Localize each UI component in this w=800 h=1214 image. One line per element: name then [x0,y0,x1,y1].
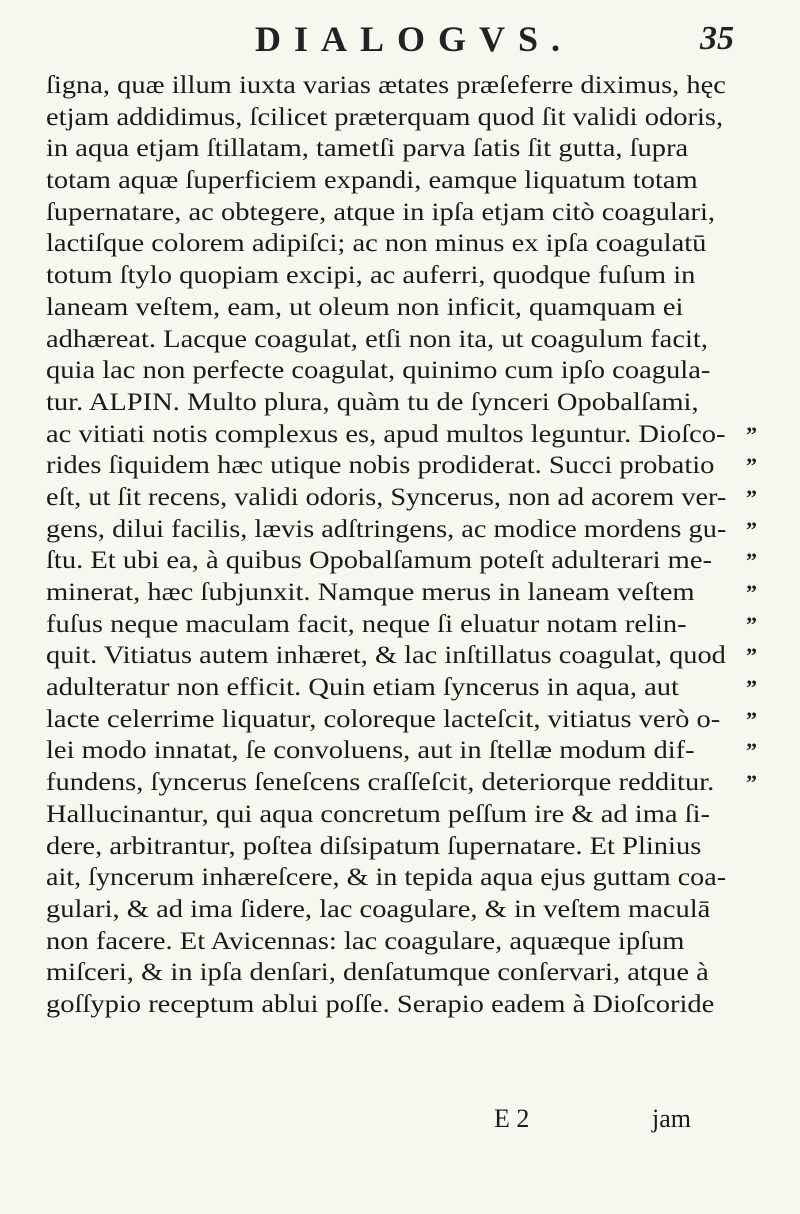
line-text: totum ſtylo quopiam excipi, ac auferri, quodque fuſum in [46,262,696,290]
line-text: dere, arbitrantur, poſtea diſsipatum ſupernatare. Et Plinius [46,832,702,860]
quotation-mark: ” [746,453,757,479]
line-text: fuſus neque maculam facit, neque ſi eluatur notam relin- [46,610,687,638]
text-line [46,767,786,799]
quotation-mark: ” [746,770,757,796]
line-text: lacte celerrime liquatur, coloreque lacteſcit, vitiatus verò o- [46,705,721,733]
text-line [46,133,786,165]
line-text: miſceri, & in ipſa denſari, denſatumque conſervari, atque à [46,959,709,987]
line-text: ſupernatare, ac obtegere, atque in ipſa etjam citò coagulari, [46,198,716,226]
text-line [46,545,786,577]
text-line [46,70,786,102]
running-title: DIALOGVS. [255,19,574,59]
text-line [46,292,786,324]
line-text: non facere. Et Avicennas: lac coagulare, aquæque ipſum [46,927,685,955]
text-line [46,514,786,546]
quotation-mark: ” [746,421,757,447]
text-line [46,387,786,419]
text-line [46,419,786,451]
text-line [46,197,786,229]
line-text: lei modo innatat, ſe convoluens, aut in ſtellæ modum dif- [46,737,695,765]
line-text: quia lac non perfecte coagulat, quinimo cum ipſo coagula- [46,357,711,385]
body-text [46,70,786,1021]
text-line [46,672,786,704]
line-text: ait, ſyncerum inhæreſcere, & in tepida aqua ejus guttam coa- [46,864,727,892]
text-line [46,577,786,609]
text-line [46,640,786,672]
line-text: gulari, & ad ima ſidere, lac coagulare, & in veſtem maculā [46,895,711,923]
quotation-mark: ” [746,548,757,574]
text-line [46,799,786,831]
quotation-mark: ” [746,516,757,542]
line-text: minerat, hæc ſubjunxit. Namque merus in laneam veſtem [46,579,695,606]
line-text: lactiſque colorem adipiſci; ac non minus ex ipſa coagulatū [46,230,707,258]
quotation-mark: ” [746,675,757,701]
text-line [46,228,786,260]
text-line [46,735,786,767]
text-line [46,989,786,1021]
line-text: etjam addidimus, ſcilicet præterquam quod ſit validi odoris, [46,103,724,131]
text-line [46,609,786,641]
text-line [46,260,786,292]
text-line [46,482,786,514]
line-text: totam aquæ ſuperficiem expandi, eamque liquatum totam [46,167,698,195]
line-text: ac vitiati notis complexus es, apud multos leguntur. Dioſco- [46,420,726,448]
quotation-mark: ” [746,611,757,637]
text-line [46,704,786,736]
line-text: quit. Vitiatus autem inhæret, & lac inſtillatus coagulat, quod [46,642,726,670]
text-line [46,450,786,482]
line-text: rides ſiquidem hæc utique nobis prodiderat. Succi probatio [46,452,715,480]
line-text: tur. ALPIN. Multo plura, quàm tu de ſynceri Opobalſami, [46,388,699,416]
text-line [46,324,786,356]
quotation-mark: ” [746,706,757,732]
text-line [46,894,786,926]
line-text: goſſypio receptum ablui poſſe. Serapio eadem à Dioſcoride [46,990,715,1018]
text-line [46,102,786,134]
text-line [46,165,786,197]
line-text: adhæreat. Lacque coagulat, etſi non ita, ut coagulum facit, [46,325,708,353]
text-line [46,926,786,958]
line-text: Hallucinantur, qui aqua concretum peſſum ire & ad ima ſi- [46,800,711,828]
signature-mark: E 2 [494,1104,530,1133]
quotation-mark: ” [746,484,757,510]
line-text: eſt, ut ſit recens, validi odoris, Syncerus, non ad acorem ver- [46,483,727,511]
catchword: jam [652,1104,691,1133]
text-line [46,862,786,894]
text-line [46,831,786,863]
line-text: fundens, ſyncerus ſeneſcens craſſeſcit, deteriorque redditur. [46,769,715,797]
quotation-mark: ” [746,580,757,605]
line-text: gens, dilui facilis, lævis adſtringens, ac modice mordens gu- [46,515,727,543]
text-line [46,957,786,989]
page-number: 35 [700,20,734,57]
line-text: adulteratur non efficit. Quin etiam ſyncerus in aqua, aut [46,674,679,702]
text-line [46,355,786,387]
line-text: in aqua etjam ſtillatam, tametſi parva ſatis ſit gutta, ſupra [46,135,689,163]
line-text: laneam veſtem, eam, ut oleum non inficit, quamquam ei [46,293,684,321]
quotation-mark: ” [746,643,757,669]
line-text: ſtu. Et ubi ea, à quibus Opobalſamum poteſt adulterari me- [46,547,713,575]
line-text: ſigna, quæ illum iuxta varias ætates præſeferre diximus, hęc [46,72,726,99]
quotation-mark: ” [746,738,757,764]
catchline [0,1104,800,1144]
page-header [0,14,800,64]
